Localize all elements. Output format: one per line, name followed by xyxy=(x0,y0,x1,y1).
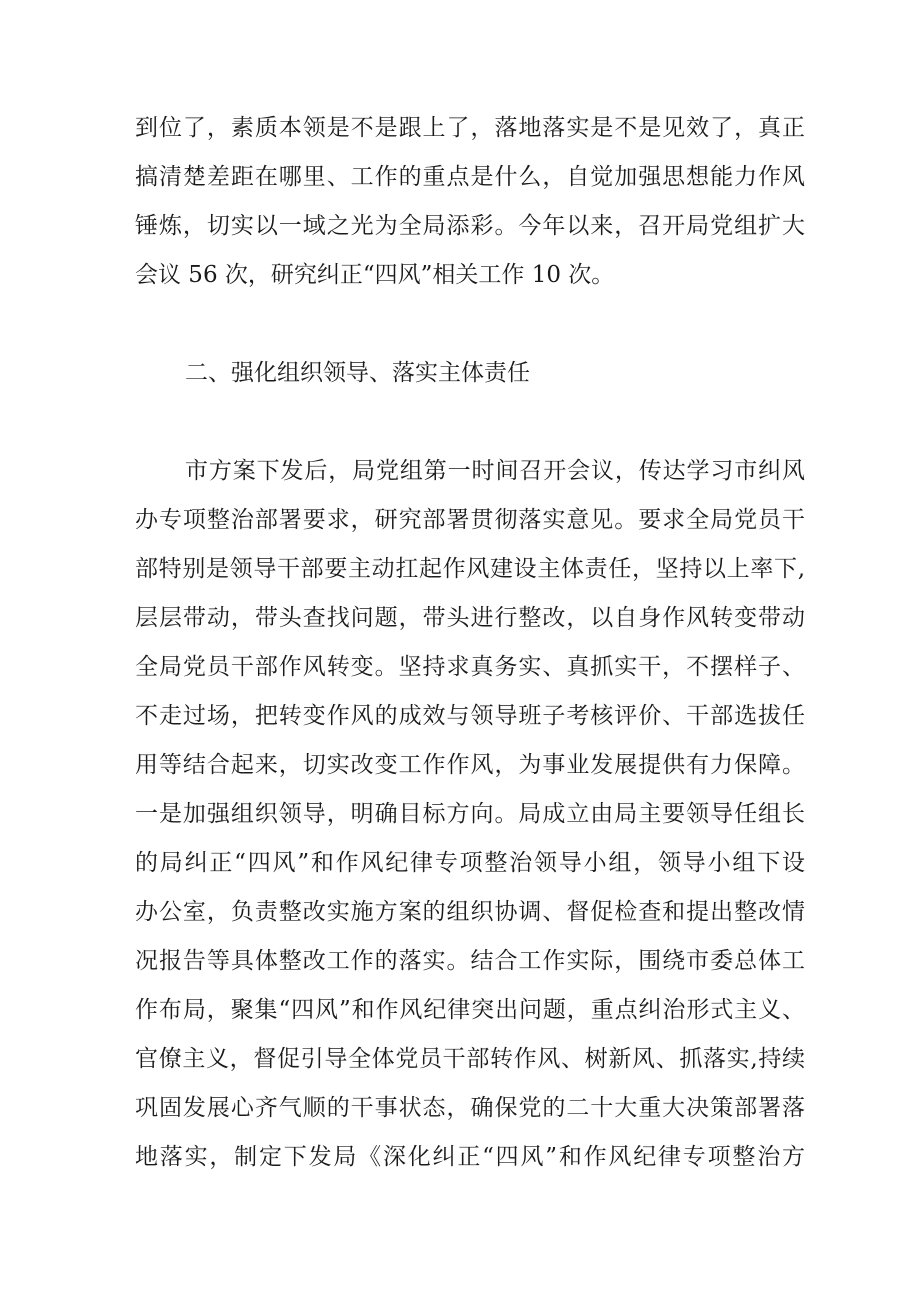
paragraph-line: 搞清楚差距在哪里、工作的重点是什么，自觉加强思想能力作风 xyxy=(135,164,805,190)
paragraph-line: 官僚主义，督促引导全体党员干部转作风、树新风、抓落实,持续 xyxy=(135,1046,805,1072)
paragraph-line: 全局党员干部作风转变。坚持求真务实、真抓实干，不摆样子、 xyxy=(135,654,805,680)
paragraph-line: 办专项整治部署要求，研究部署贯彻落实意见。要求全局党员干 xyxy=(135,507,805,533)
paragraph-line: 不走过场，把转变作风的成效与领导班子考核评价、干部选拔任 xyxy=(135,703,805,729)
paragraph-line: 会议 56 次，研究纠正“四风”相关工作 10 次。 xyxy=(135,262,615,288)
paragraph-line: 用等结合起来，切实改变工作作风，为事业发展提供有力保障。 xyxy=(135,752,805,778)
paragraph-line: 锤炼，切实以一域之光为全局添彩。今年以来，召开局党组扩大 xyxy=(135,213,805,239)
paragraph-line: 的局纠正“四风”和作风纪律专项整治领导小组，领导小组下设 xyxy=(135,850,805,876)
section-heading: 二、强化组织领导、落实主体责任 xyxy=(185,360,530,386)
paragraph-line: 到位了，素质本领是不是跟上了，落地落实是不是见效了，真正 xyxy=(135,115,805,141)
paragraph-line: 地落实，制定下发局《深化纠正“四风”和作风纪律专项整治方 xyxy=(135,1144,805,1170)
paragraph-line: 作布局，聚集“四风”和作风纪律突出问题，重点纠治形式主义、 xyxy=(135,997,805,1023)
paragraph-line: 市方案下发后，局党组第一时间召开会议，传达学习市纠风 xyxy=(185,458,805,484)
paragraph-line: 办公室，负责整改实施方案的组织协调、督促检查和提出整改情 xyxy=(135,899,805,925)
paragraph-line: 况报告等具体整改工作的落实。结合工作实际，围绕市委总体工 xyxy=(135,948,805,974)
paragraph-line: 层层带动，带头查找问题，带头进行整改，以自身作风转变带动 xyxy=(135,605,805,631)
paragraph-line: 巩固发展心齐气顺的干事状态，确保党的二十大重大决策部署落 xyxy=(135,1095,805,1121)
paragraph-line: 部特别是领导干部要主动扛起作风建设主体责任，坚持以上率下, xyxy=(135,556,805,582)
paragraph-line: 一是加强组织领导，明确目标方向。局成立由局主要领导任组长 xyxy=(135,801,805,827)
